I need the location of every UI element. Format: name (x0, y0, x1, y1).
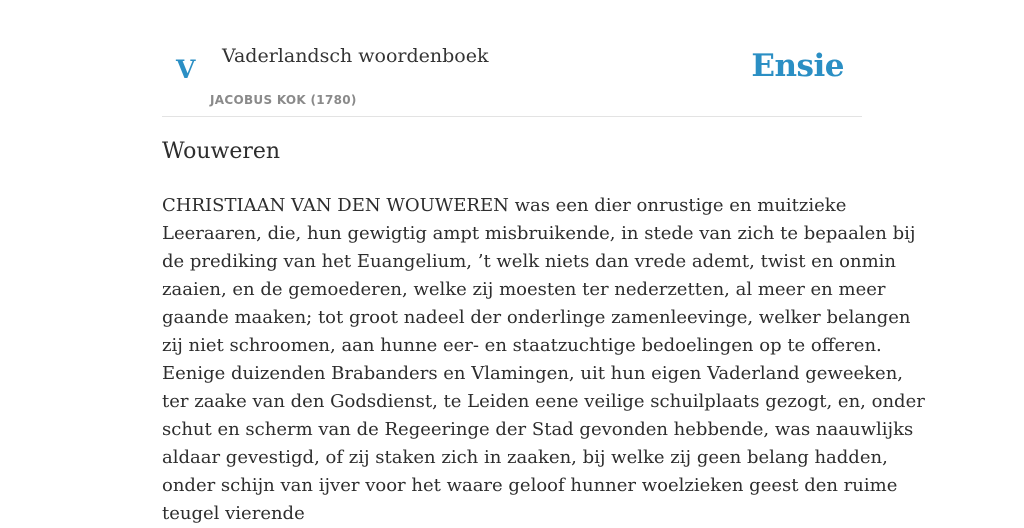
entry-text-line: Leeraaren, die, hun gewigtig ampt misbruikende, in stede van zich te bepaalen bij (162, 223, 916, 244)
entry-text-line: zaaien, en de gemoederen, welke zij moesten ter nederzetten, al meer en meer (162, 279, 886, 300)
entry-text-line: schut en scherm van de Regeeringe der Stad gevonden hebbende, was naauwlijks (162, 419, 914, 440)
entry-text-line: onder schijn van ijver voor het waare geloof hunner woelzieken geest den ruime (162, 475, 898, 496)
entry-text-line: gaande maaken; tot groot nadeel der onderlinge zamenleevinge, welker belangen (162, 307, 911, 328)
entry-text-line: teugel vierende (162, 503, 305, 524)
letter-badge[interactable]: V (176, 55, 196, 84)
entry-title: Wouweren (162, 139, 281, 164)
entry-text-line: ter zaake van den Godsdienst, te Leiden eene veilige schuilplaats gezogt, en, onder (162, 391, 925, 412)
site-header (162, 0, 862, 117)
entry-text-line: zij niet schroomen, aan hunne eer- en staatzuchtige bedoelingen op te offeren. (162, 335, 882, 356)
book-title[interactable]: Vaderlandsch woordenboek (222, 45, 489, 67)
brand-logo[interactable]: Ensie (751, 48, 844, 84)
entry-text-line: CHRISTIAAN VAN DEN WOUWEREN was een dier onrustige en muitzieke (162, 195, 847, 216)
entry-text-line: aldaar gevestigd, of zij staken zich in zaaken, bij welke zij geen belang hadden, (162, 447, 888, 468)
entry-text-line: Eenige duizenden Brabanders en Vlamingen, uit hun eigen Vaderland geweeken, (162, 363, 904, 384)
entry-text-line: de prediking van het Euangelium, ’t welk niets dan vrede ademt, twist en onmin (162, 251, 896, 272)
book-author: JACOBUS KOK (1780) (210, 93, 357, 107)
entry-body (162, 192, 925, 528)
